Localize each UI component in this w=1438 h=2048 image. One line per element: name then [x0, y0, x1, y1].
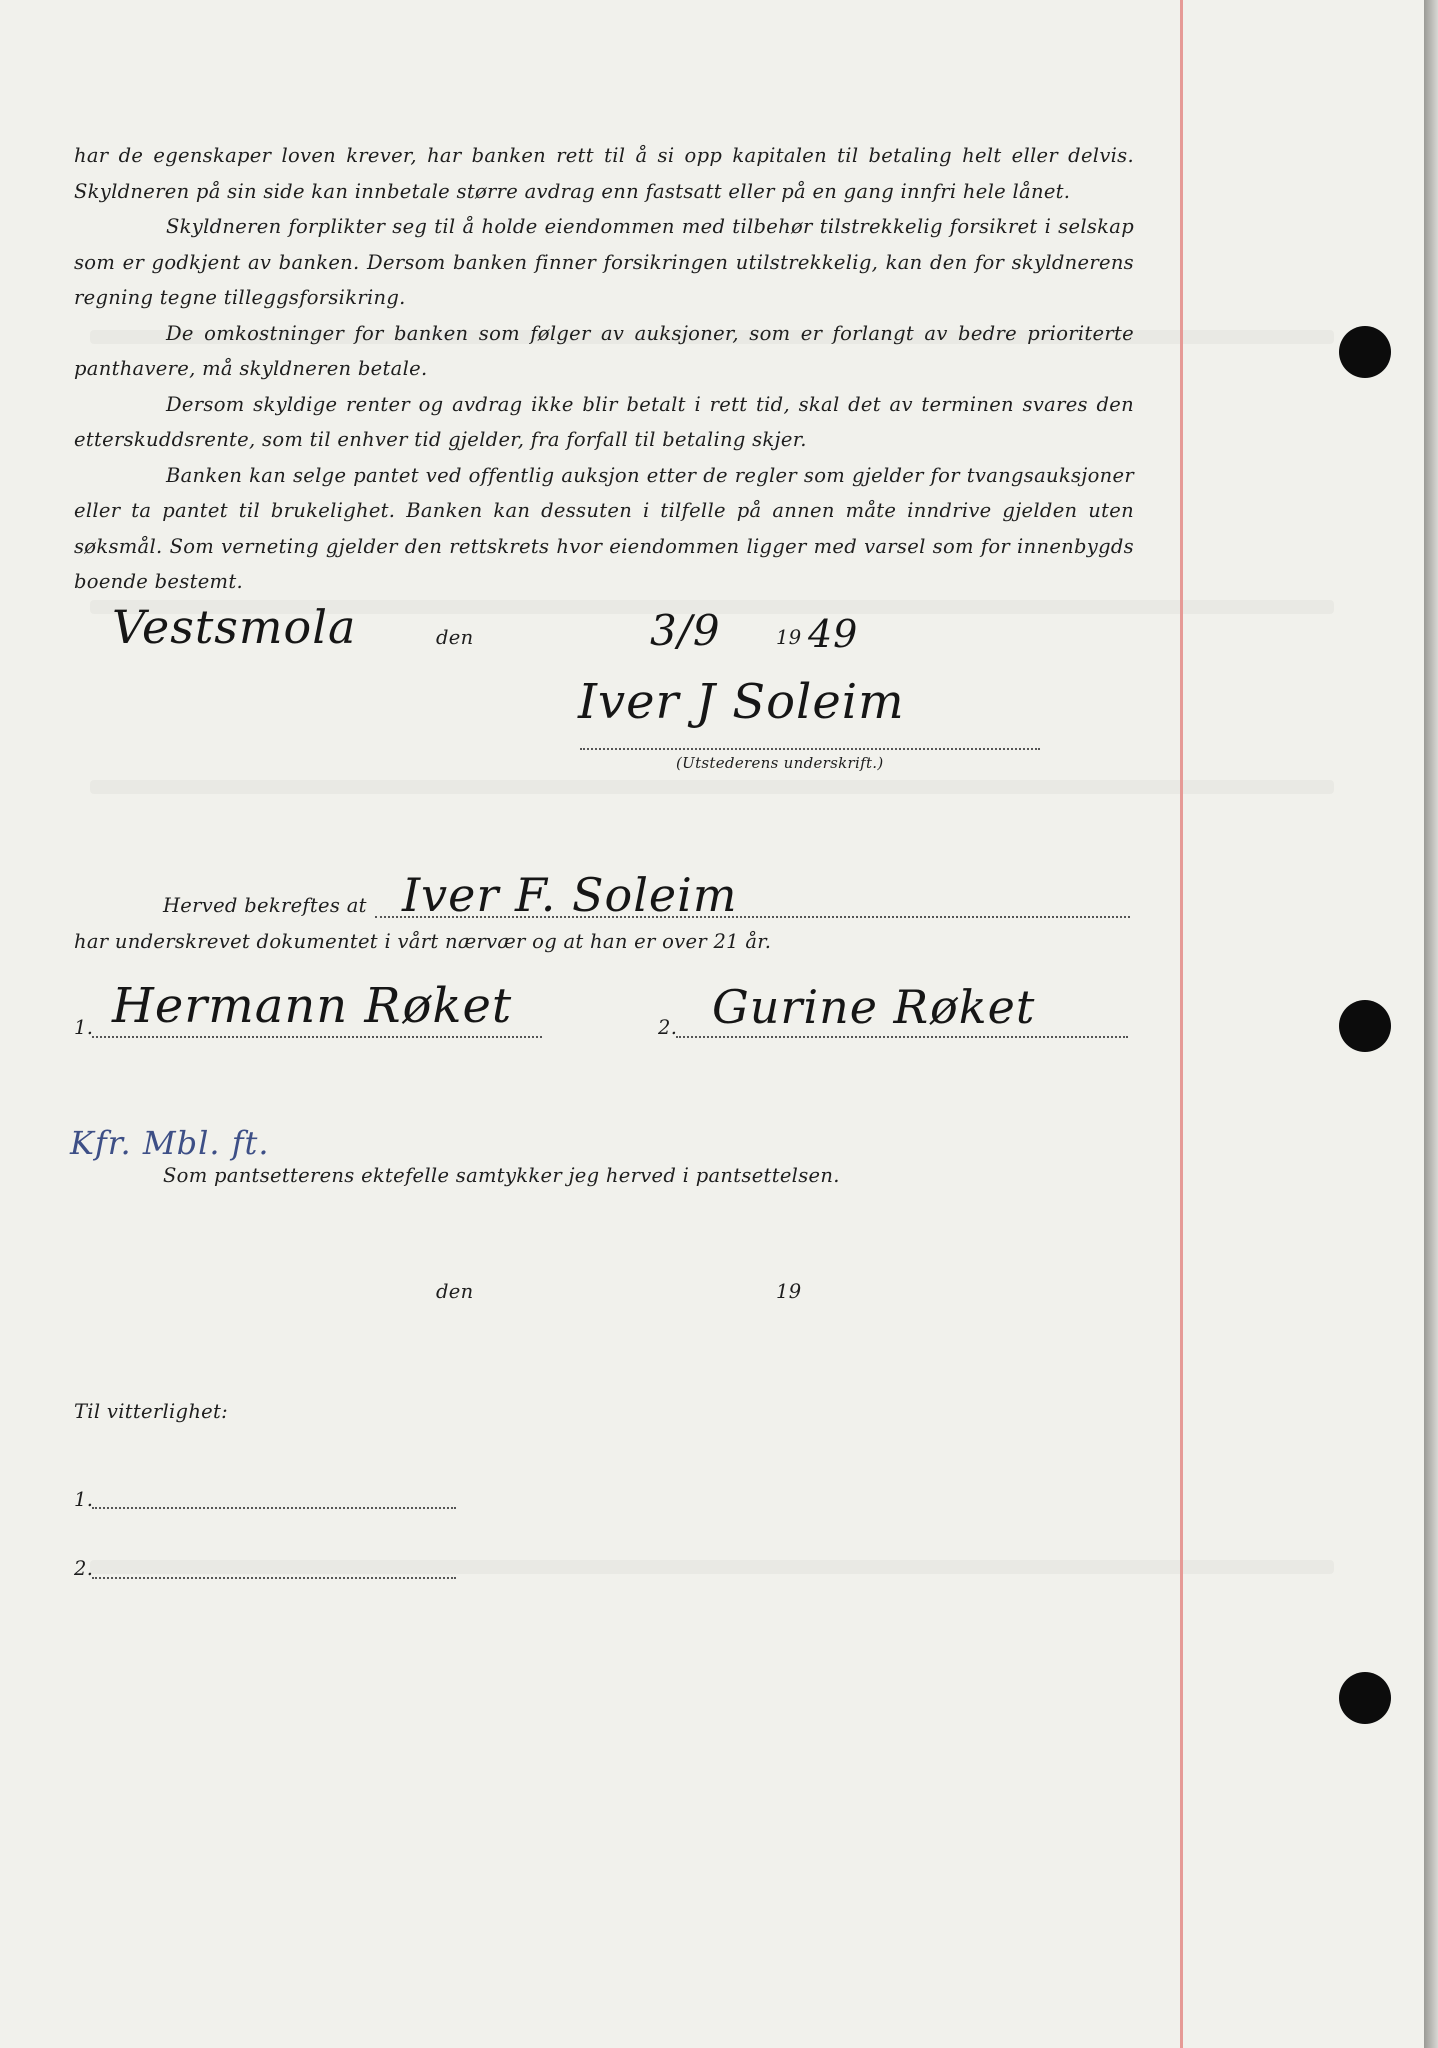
handwritten-year: 49 [808, 612, 859, 656]
witness-number: 1. [74, 1488, 94, 1511]
paragraph: Skyldneren forplikter seg til å holde eiendommen med tilbehør tilstrekkelig forsikret i selskap som er godkjent av banken. Dersom banken finner forsikringen utilstrekkelig, kan den for skyldnerens regning tegne tilleggsforsikring. [74, 215, 1134, 309]
confirmed-name: Iver F. Soleim [402, 868, 738, 922]
signature-line [580, 748, 1040, 750]
paragraph: De omkostninger for banken som følger av auksjoner, som er forlangt av bedre prioriterte panthavere, må skyldneren betale. [74, 321, 1134, 380]
bleed-through [90, 780, 1334, 794]
handwritten-notation: Kfr. Mbl. ft. [70, 1124, 270, 1162]
year-prefix: 19 [776, 626, 802, 649]
den-label: den [436, 626, 474, 649]
witness-line [92, 1507, 456, 1509]
confirmation-prefix: Herved bekreftes at [163, 894, 367, 917]
witness-number: 1. [74, 1016, 94, 1039]
punch-hole [1339, 1000, 1391, 1052]
page-edge [1424, 0, 1438, 2048]
witness-signature: Gurine Røket [712, 980, 1036, 1034]
witness-number: 2. [74, 1557, 94, 1580]
issuer-signature: Iver J Soleim [578, 674, 905, 730]
witness-line [92, 1577, 456, 1579]
signature-caption: (Utstederens underskrift.) [676, 754, 884, 772]
year-prefix: 19 [776, 1280, 802, 1303]
confirmation-text: har underskrevet dokumentet i vårt nærvær og at han er over 21 år. [74, 930, 772, 953]
name-line [375, 916, 1130, 918]
witness-heading: Til vitterlighet: [74, 1400, 229, 1423]
margin-rule [1180, 0, 1183, 2048]
handwritten-place: Vestsmola [112, 600, 357, 654]
witness-signature: Hermann Røket [112, 978, 513, 1034]
witness-line [676, 1036, 1128, 1038]
den-label: den [436, 1280, 474, 1303]
bleed-through [90, 1560, 1334, 1574]
witness-number: 2. [658, 1016, 678, 1039]
body-text [74, 138, 1134, 600]
punch-hole [1339, 326, 1391, 378]
paragraph: har de egenskaper loven krever, har banken rett til å si opp kapitalen til betaling helt eller delvis. Skyldneren på sin side kan innbetale større avdrag enn fastsatt eller på en gang innfri hele lånet. [74, 144, 1134, 203]
spouse-consent-text: Som pantsetterens ektefelle samtykker jeg herved i pantsettelsen. [163, 1164, 840, 1187]
handwritten-date: 3/9 [650, 606, 721, 655]
paragraph: Dersom skyldige renter og avdrag ikke blir betalt i rett tid, skal det av terminen svares den etterskuddsrente, som til enhver tid gjelder, fra forfall til betaling skjer. [74, 392, 1134, 451]
witness-line [92, 1036, 542, 1038]
paragraph: Banken kan selge pantet ved offentlig auksjon etter de regler som gjelder for tvangsauksjoner eller ta pantet til brukelighet. Banken kan dessuten i tilfelle på annen måte inndrive gjelden uten søksmål. Som verneting gjelder den rettskrets hvor eiendommen ligger med varsel som for innenbygds boende bestemt. [74, 463, 1134, 593]
punch-hole [1339, 1672, 1391, 1724]
